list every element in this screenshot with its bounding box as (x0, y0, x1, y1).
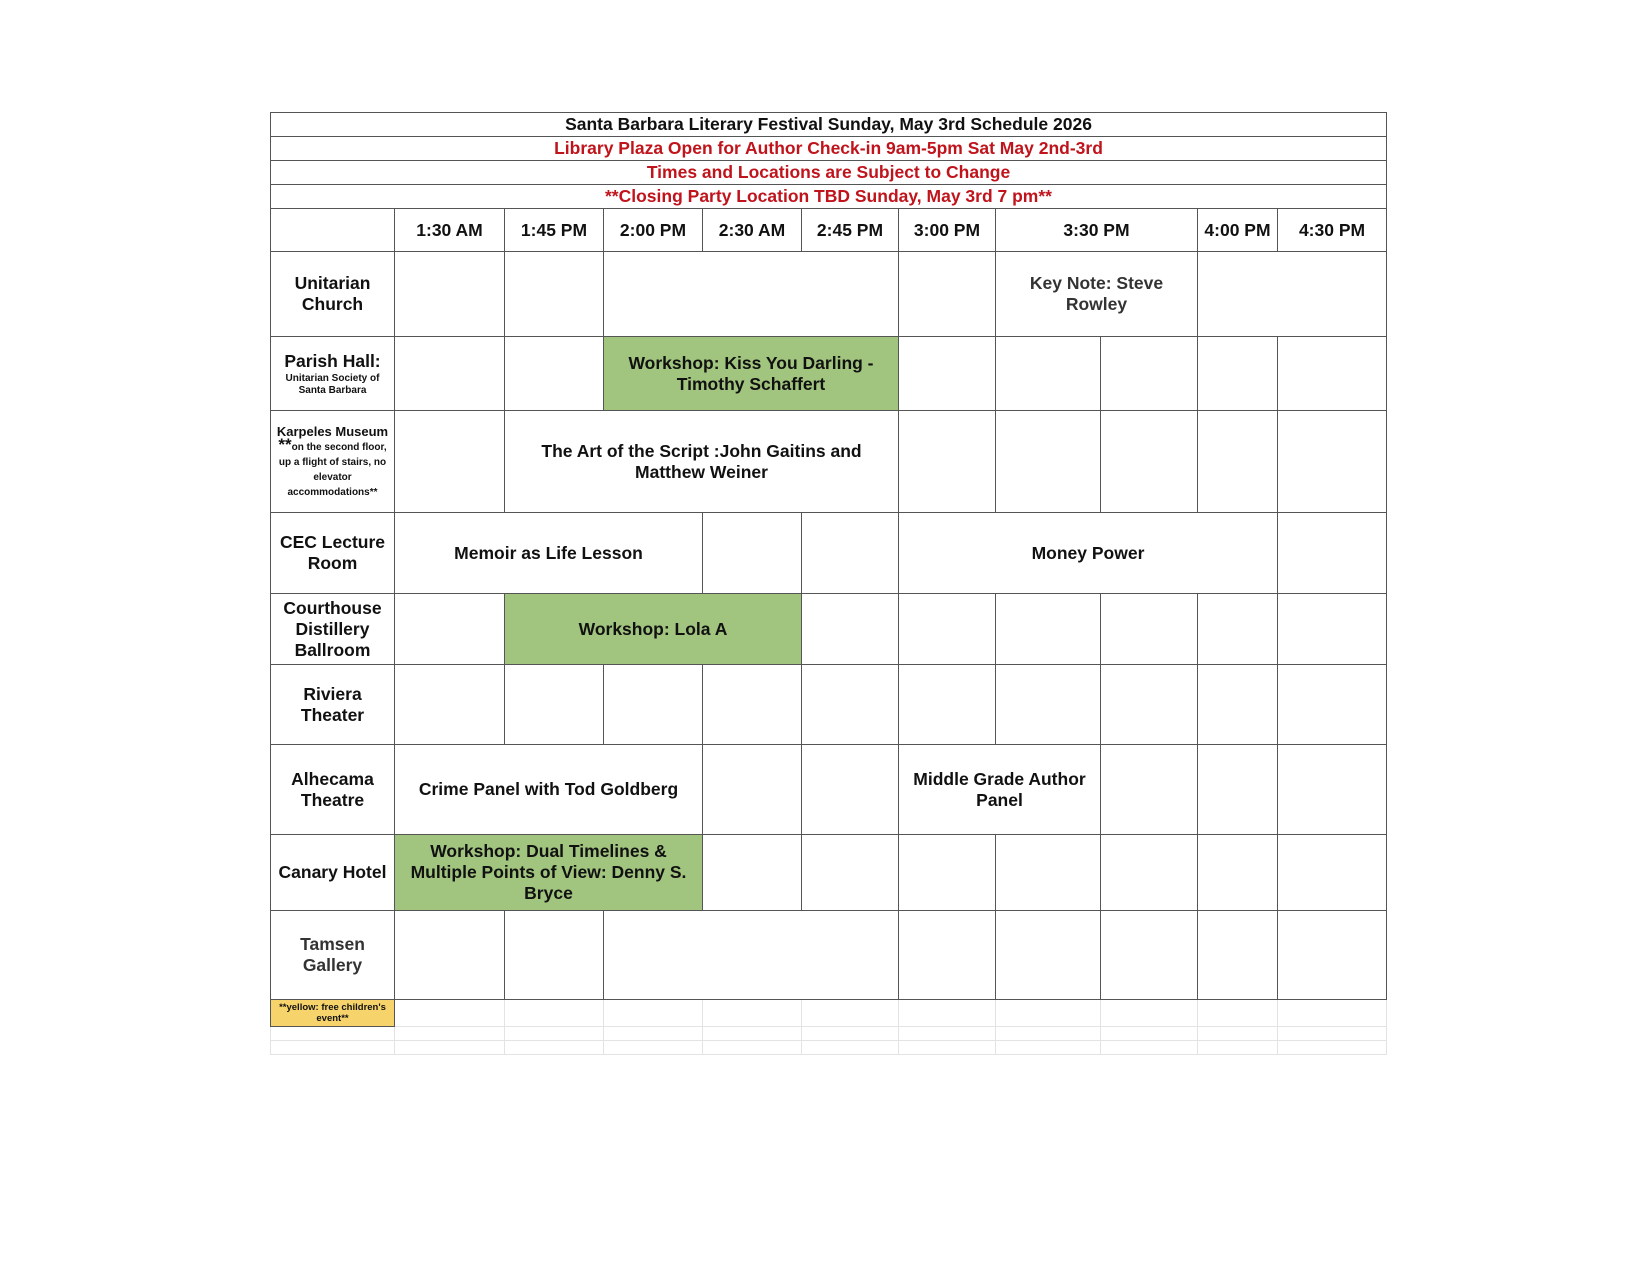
empty-slot (899, 411, 996, 513)
empty-slot (395, 594, 505, 665)
room-row-tamsen (271, 911, 1387, 1000)
time-header: 4:00 PM (1198, 209, 1278, 252)
empty-slot (802, 835, 899, 911)
room-label: Alhecama Theatre (271, 745, 395, 835)
time-header: 3:30 PM (996, 209, 1198, 252)
empty-slot (395, 337, 505, 411)
empty-slot (1101, 594, 1198, 665)
room-subtitle: Unitarian Society of Santa Barbara (285, 372, 380, 396)
time-header: 3:00 PM (899, 209, 996, 252)
empty-slot (996, 411, 1101, 513)
room-row-unitarian (271, 252, 1387, 337)
empty-slot (1278, 513, 1387, 594)
room-row-parish-hall (271, 337, 1387, 411)
empty-slot (1101, 411, 1198, 513)
time-header: 2:30 AM (703, 209, 802, 252)
empty-slot (703, 835, 802, 911)
empty-slot (505, 665, 604, 745)
empty-slot (1198, 594, 1278, 665)
empty-slot (1278, 835, 1387, 911)
empty-slot (899, 835, 996, 911)
empty-slot (505, 911, 604, 1000)
event-workshop-dual-timelines: Workshop: Dual Timelines & Multiple Points of View: Denny S. Bryce (395, 835, 703, 911)
empty-slot (1198, 411, 1278, 513)
empty-slot (996, 911, 1101, 1000)
empty-slot (1198, 911, 1278, 1000)
empty-slot (996, 665, 1101, 745)
room-note: on the second floor, up a flight of stairs, no elevator accommodations** (278, 441, 387, 498)
time-header: 4:30 PM (1278, 209, 1387, 252)
empty-slot (703, 665, 802, 745)
event-middle-grade-panel: Middle Grade Author Panel (899, 745, 1101, 835)
room-label: Courthouse Distillery Ballroom (271, 594, 395, 665)
room-label: Riviera Theater (271, 665, 395, 745)
corner-cell (271, 209, 395, 252)
empty-slot (802, 745, 899, 835)
room-row-canary (271, 835, 1387, 911)
empty-slot (802, 594, 899, 665)
time-header: 2:00 PM (604, 209, 703, 252)
empty-slot (899, 337, 996, 411)
event-money-power: Money Power (899, 513, 1278, 594)
notice-closing-party: **Closing Party Location TBD Sunday, May 3rd 7 pm** (271, 185, 1387, 209)
empty-slot (899, 665, 996, 745)
empty-slot (604, 911, 899, 1000)
room-row-riviera (271, 665, 1387, 745)
empty-slot (899, 911, 996, 1000)
time-header: 2:45 PM (802, 209, 899, 252)
event-workshop-kiss-you-darling: Workshop: Kiss You Darling - Timothy Schaffert (604, 337, 899, 411)
event-art-of-the-script: The Art of the Script :John Gaitins and Matthew Weiner (505, 411, 899, 513)
room-label (271, 337, 395, 411)
empty-slot (505, 337, 604, 411)
empty-slot (1198, 337, 1278, 411)
room-name: Parish Hall: (284, 350, 381, 371)
empty-slot (1278, 411, 1387, 513)
empty-slot (1101, 337, 1198, 411)
empty-slot (1101, 745, 1198, 835)
empty-row (271, 1027, 1387, 1041)
event-memoir-as-life-lesson: Memoir as Life Lesson (395, 513, 703, 594)
empty-slot (802, 513, 899, 594)
schedule-sheet (270, 112, 1386, 1055)
empty-slot (802, 665, 899, 745)
empty-slot (1198, 745, 1278, 835)
empty-slot (996, 835, 1101, 911)
empty-slot (703, 745, 802, 835)
time-header-row (271, 209, 1387, 252)
notice-subject-to-change: Times and Locations are Subject to Change (271, 161, 1387, 185)
room-label: Canary Hotel (271, 835, 395, 911)
event-workshop-lola: Workshop: Lola A (505, 594, 802, 665)
room-row-cec (271, 513, 1387, 594)
room-name: Karpeles Museum (276, 423, 389, 439)
legend-yellow: **yellow: free children's event** (271, 1000, 395, 1027)
empty-slot (1198, 665, 1278, 745)
time-header: 1:45 PM (505, 209, 604, 252)
room-row-karpeles (271, 411, 1387, 513)
empty-slot (1101, 911, 1198, 1000)
empty-slot (1278, 594, 1387, 665)
room-label (271, 411, 395, 513)
empty-slot (899, 252, 996, 337)
room-row-alhecama (271, 745, 1387, 835)
room-label: Unitarian Church (271, 252, 395, 337)
time-header: 1:30 AM (395, 209, 505, 252)
empty-row (271, 1041, 1387, 1055)
empty-slot (1198, 835, 1278, 911)
schedule-table (270, 112, 1387, 1055)
empty-slot (604, 252, 899, 337)
room-label: Tamsen Gallery (271, 911, 395, 1000)
empty-slot (1278, 911, 1387, 1000)
empty-slot (1278, 337, 1387, 411)
room-row-courthouse (271, 594, 1387, 665)
empty-slot (899, 594, 996, 665)
empty-slot (395, 665, 505, 745)
empty-slot (1278, 745, 1387, 835)
empty-slot (1278, 665, 1387, 745)
empty-slot (1198, 252, 1387, 337)
empty-slot (395, 252, 505, 337)
event-crime-panel: Crime Panel with Tod Goldberg (395, 745, 703, 835)
legend-row (271, 1000, 1387, 1027)
notice-check-in: Library Plaza Open for Author Check-in 9am-5pm Sat May 2nd-3rd (271, 137, 1387, 161)
empty-slot (395, 411, 505, 513)
empty-slot (395, 911, 505, 1000)
room-note-marker: ** (278, 434, 292, 454)
event-keynote-steve-rowley: Key Note: Steve Rowley (996, 252, 1198, 337)
room-label: CEC Lecture Room (271, 513, 395, 594)
empty-slot (996, 337, 1101, 411)
empty-slot (505, 252, 604, 337)
schedule-title: Santa Barbara Literary Festival Sunday, May 3rd Schedule 2026 (271, 113, 1387, 137)
empty-slot (1101, 665, 1198, 745)
empty-slot (703, 513, 802, 594)
empty-slot (996, 594, 1101, 665)
empty-slot (1101, 835, 1198, 911)
empty-slot (604, 665, 703, 745)
